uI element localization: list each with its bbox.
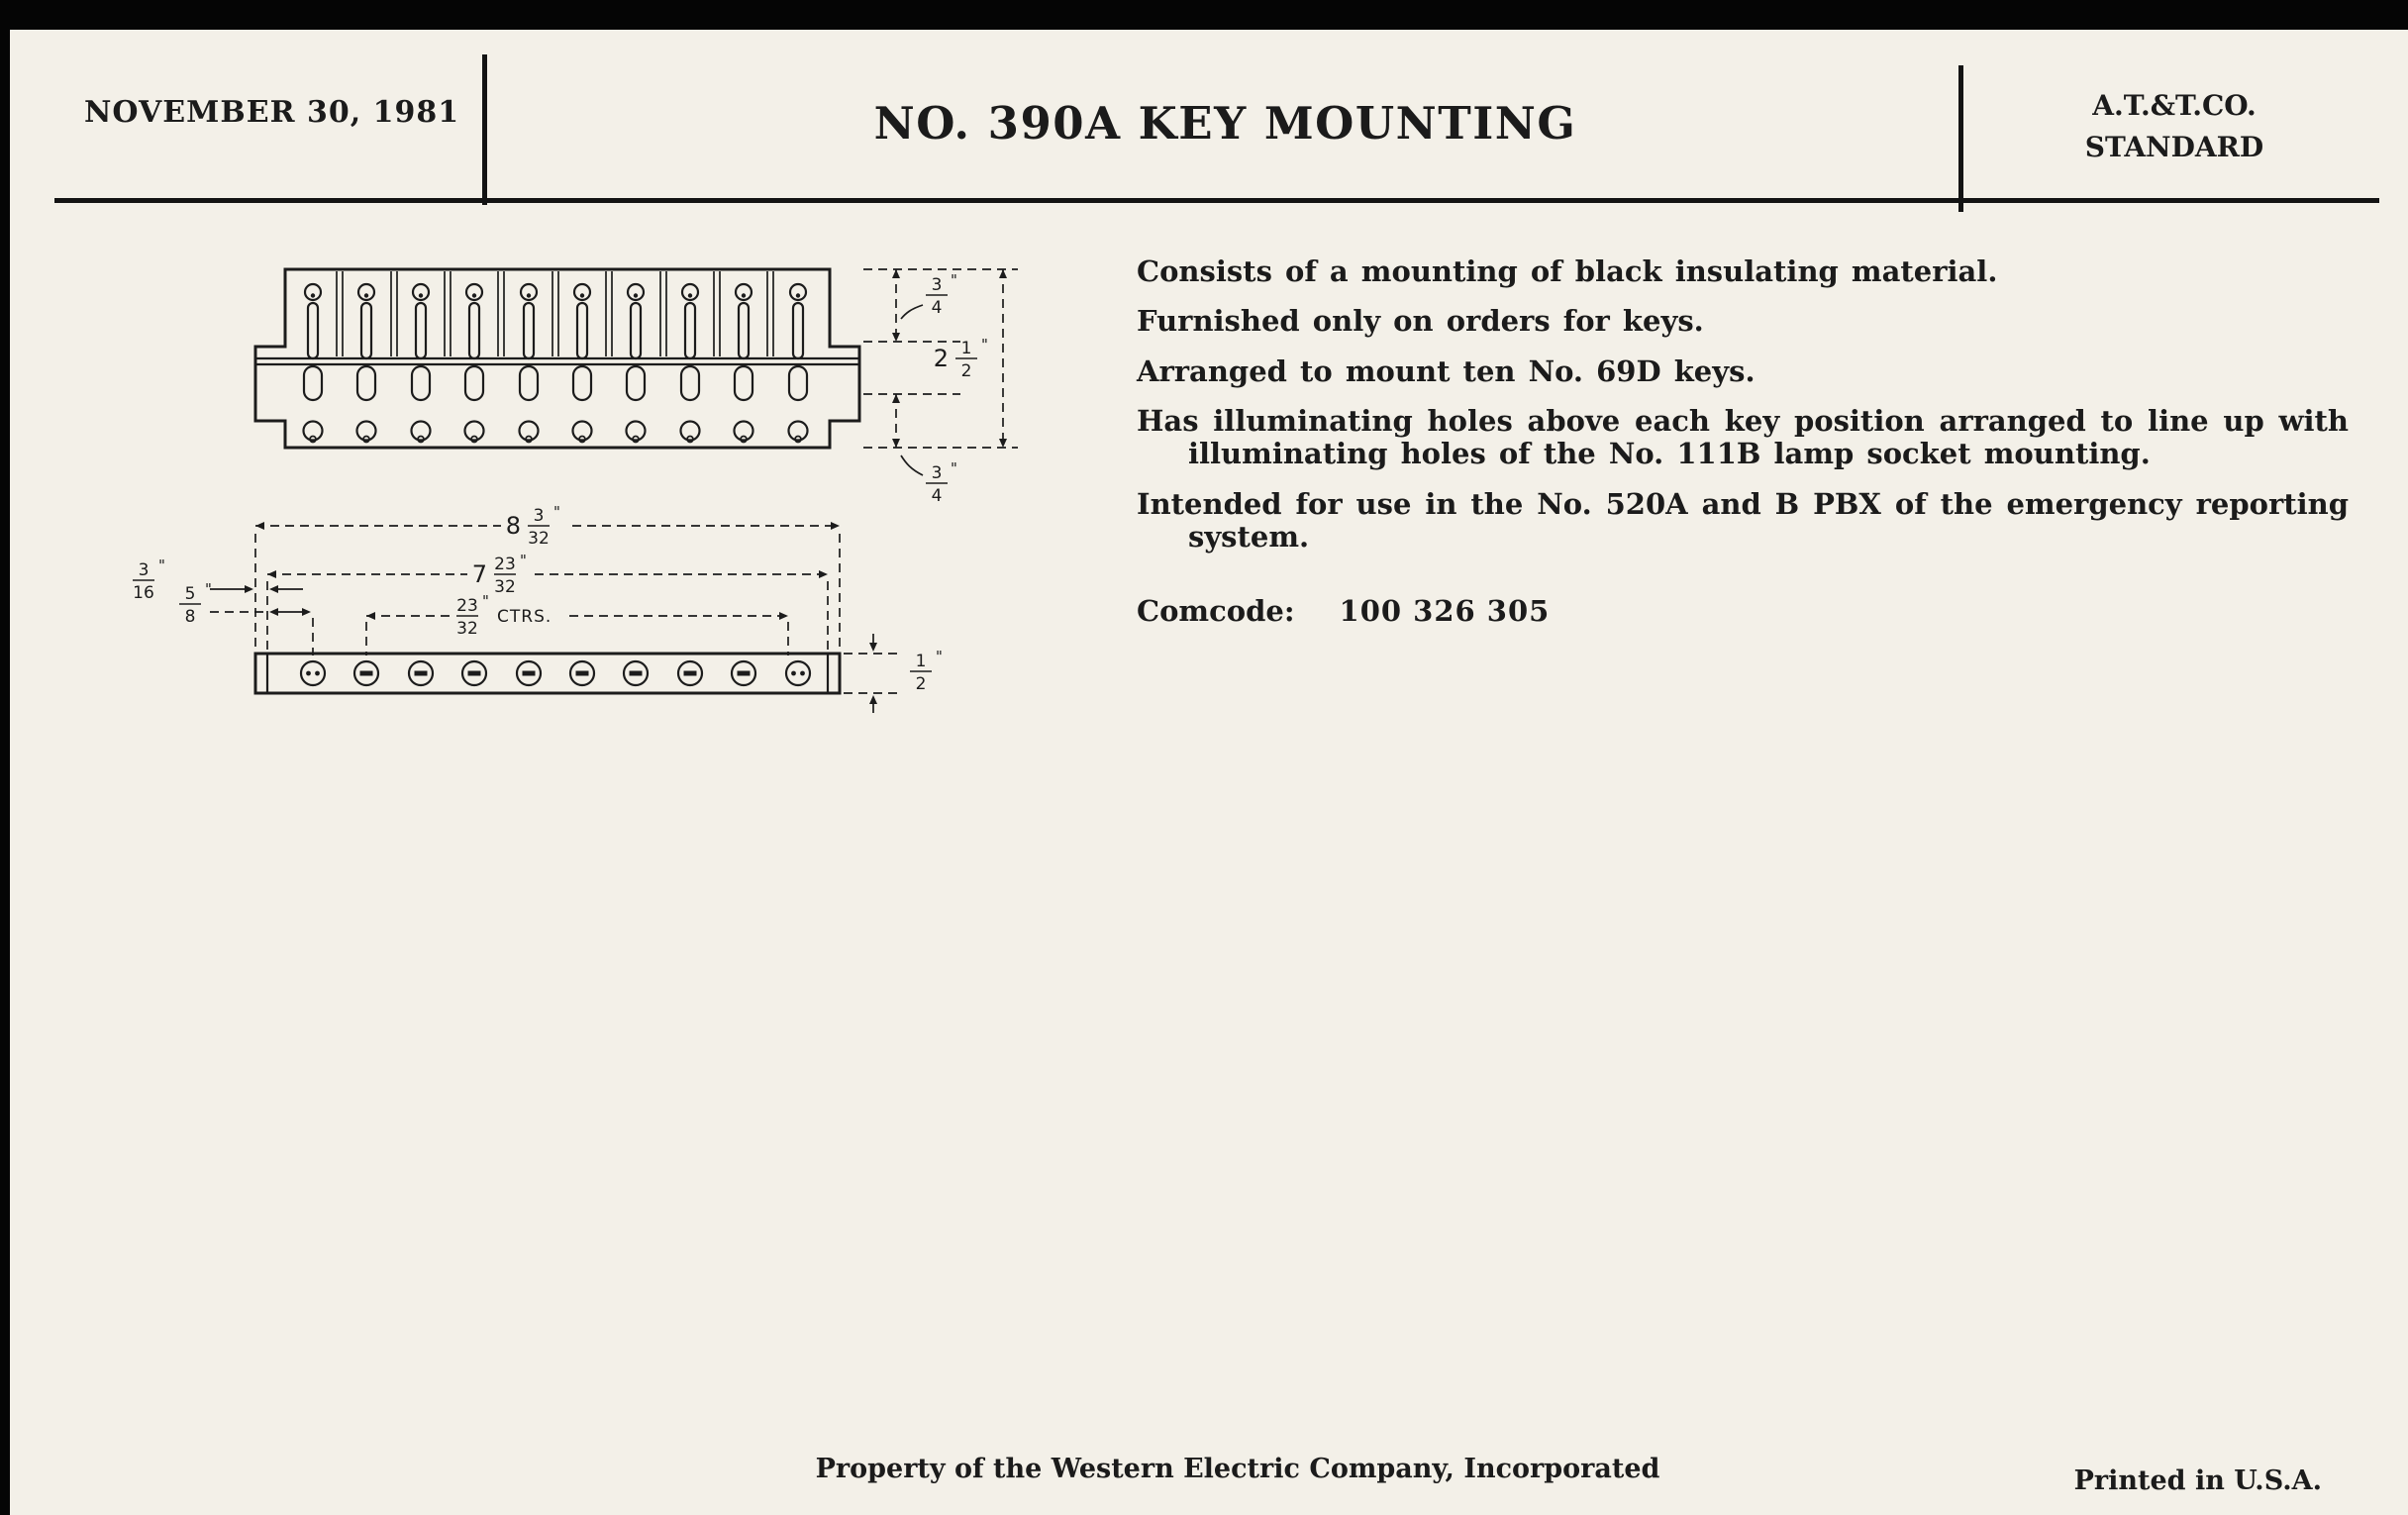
svg-text:": "	[520, 552, 527, 569]
header-rule	[54, 198, 2379, 203]
svg-text:2: 2	[915, 674, 927, 694]
svg-text:": "	[158, 556, 165, 574]
svg-text:": "	[951, 459, 957, 477]
page-title: NO. 390A KEY MOUNTING	[873, 97, 1577, 150]
description-paragraph: Consists of a mounting of black insulating material.	[1137, 254, 1998, 288]
issue-date: NOVEMBER 30, 1981	[84, 95, 460, 130]
svg-text:23: 23	[456, 596, 478, 616]
svg-text:4: 4	[931, 486, 943, 506]
svg-text:8: 8	[184, 607, 196, 627]
svg-text:16: 16	[133, 583, 154, 603]
svg-text:1: 1	[915, 652, 927, 671]
header-divider-left	[482, 54, 487, 205]
svg-text:3: 3	[533, 506, 545, 526]
svg-text:32: 32	[494, 577, 516, 597]
plan-view	[255, 654, 840, 693]
svg-text:": "	[981, 336, 988, 354]
description-paragraph: Intended for use in the No. 520A and B PBX of the emergency reporting system.	[1137, 486, 2349, 555]
front-view	[255, 269, 859, 448]
property-notice: Property of the Western Electric Company, Incorporated	[815, 1454, 1660, 1484]
dim-overall-width	[506, 503, 560, 549]
standard-block	[2020, 85, 2329, 168]
standard-company: A.T.&T.CO.	[2092, 89, 2257, 122]
svg-text:": "	[951, 271, 957, 289]
svg-text:32: 32	[528, 529, 550, 549]
key-mounting-diagram	[119, 248, 1129, 772]
comcode-value: 100 326 305	[1339, 594, 1551, 628]
dim-overall-height	[934, 336, 988, 381]
svg-text:3: 3	[931, 275, 943, 295]
plan-screw-holes	[301, 661, 810, 685]
dim-bottom-margin	[901, 455, 957, 506]
svg-text:2: 2	[933, 345, 949, 372]
description-block	[1137, 255, 2349, 570]
illuminating-holes	[305, 284, 806, 300]
svg-text:": "	[936, 648, 943, 665]
key-dividers	[337, 271, 773, 356]
svg-text:23: 23	[494, 555, 516, 574]
svg-text:": "	[482, 592, 489, 610]
svg-text:3: 3	[138, 560, 150, 580]
svg-text:CTRS.: CTRS.	[497, 607, 552, 627]
description-paragraph: Furnished only on orders for keys.	[1137, 304, 1704, 339]
comcode-label: Comcode:	[1137, 594, 1295, 628]
dim-hole-spacing	[456, 592, 552, 639]
svg-text:5: 5	[184, 584, 196, 604]
dim-top-margin	[901, 271, 957, 319]
svg-text:32: 32	[456, 619, 478, 639]
dim-strip-height	[910, 648, 943, 694]
standard-label: STANDARD	[2084, 131, 2264, 163]
description-paragraph: Has illuminating holes above each key position arranged to line up with illuminating holes of the No. 111B lamp socket mounting.	[1137, 404, 2349, 471]
svg-text:": "	[205, 580, 212, 598]
svg-text:2: 2	[960, 361, 972, 381]
svg-text:7: 7	[471, 560, 487, 588]
description-paragraph: Arranged to mount ten No. 69D keys.	[1137, 354, 1756, 388]
svg-text:3: 3	[931, 463, 943, 483]
dim-mounting-width	[472, 552, 527, 597]
svg-text:8: 8	[505, 512, 521, 540]
header-divider-right	[1958, 65, 1963, 212]
key-openings	[304, 366, 807, 400]
comcode-line	[1137, 594, 1550, 628]
dim-end-margin	[133, 556, 165, 603]
svg-text:": "	[553, 503, 560, 521]
printed-in-notice: Printed in U.S.A.	[2073, 1465, 2322, 1496]
diagram-svg	[119, 248, 1129, 772]
key-slots	[308, 303, 803, 358]
dim-first-hole-offset	[179, 580, 212, 627]
svg-text:4: 4	[931, 298, 943, 318]
front-view-dimensions	[863, 269, 1018, 506]
front-screw-holes	[304, 422, 808, 443]
svg-text:1: 1	[960, 339, 972, 358]
